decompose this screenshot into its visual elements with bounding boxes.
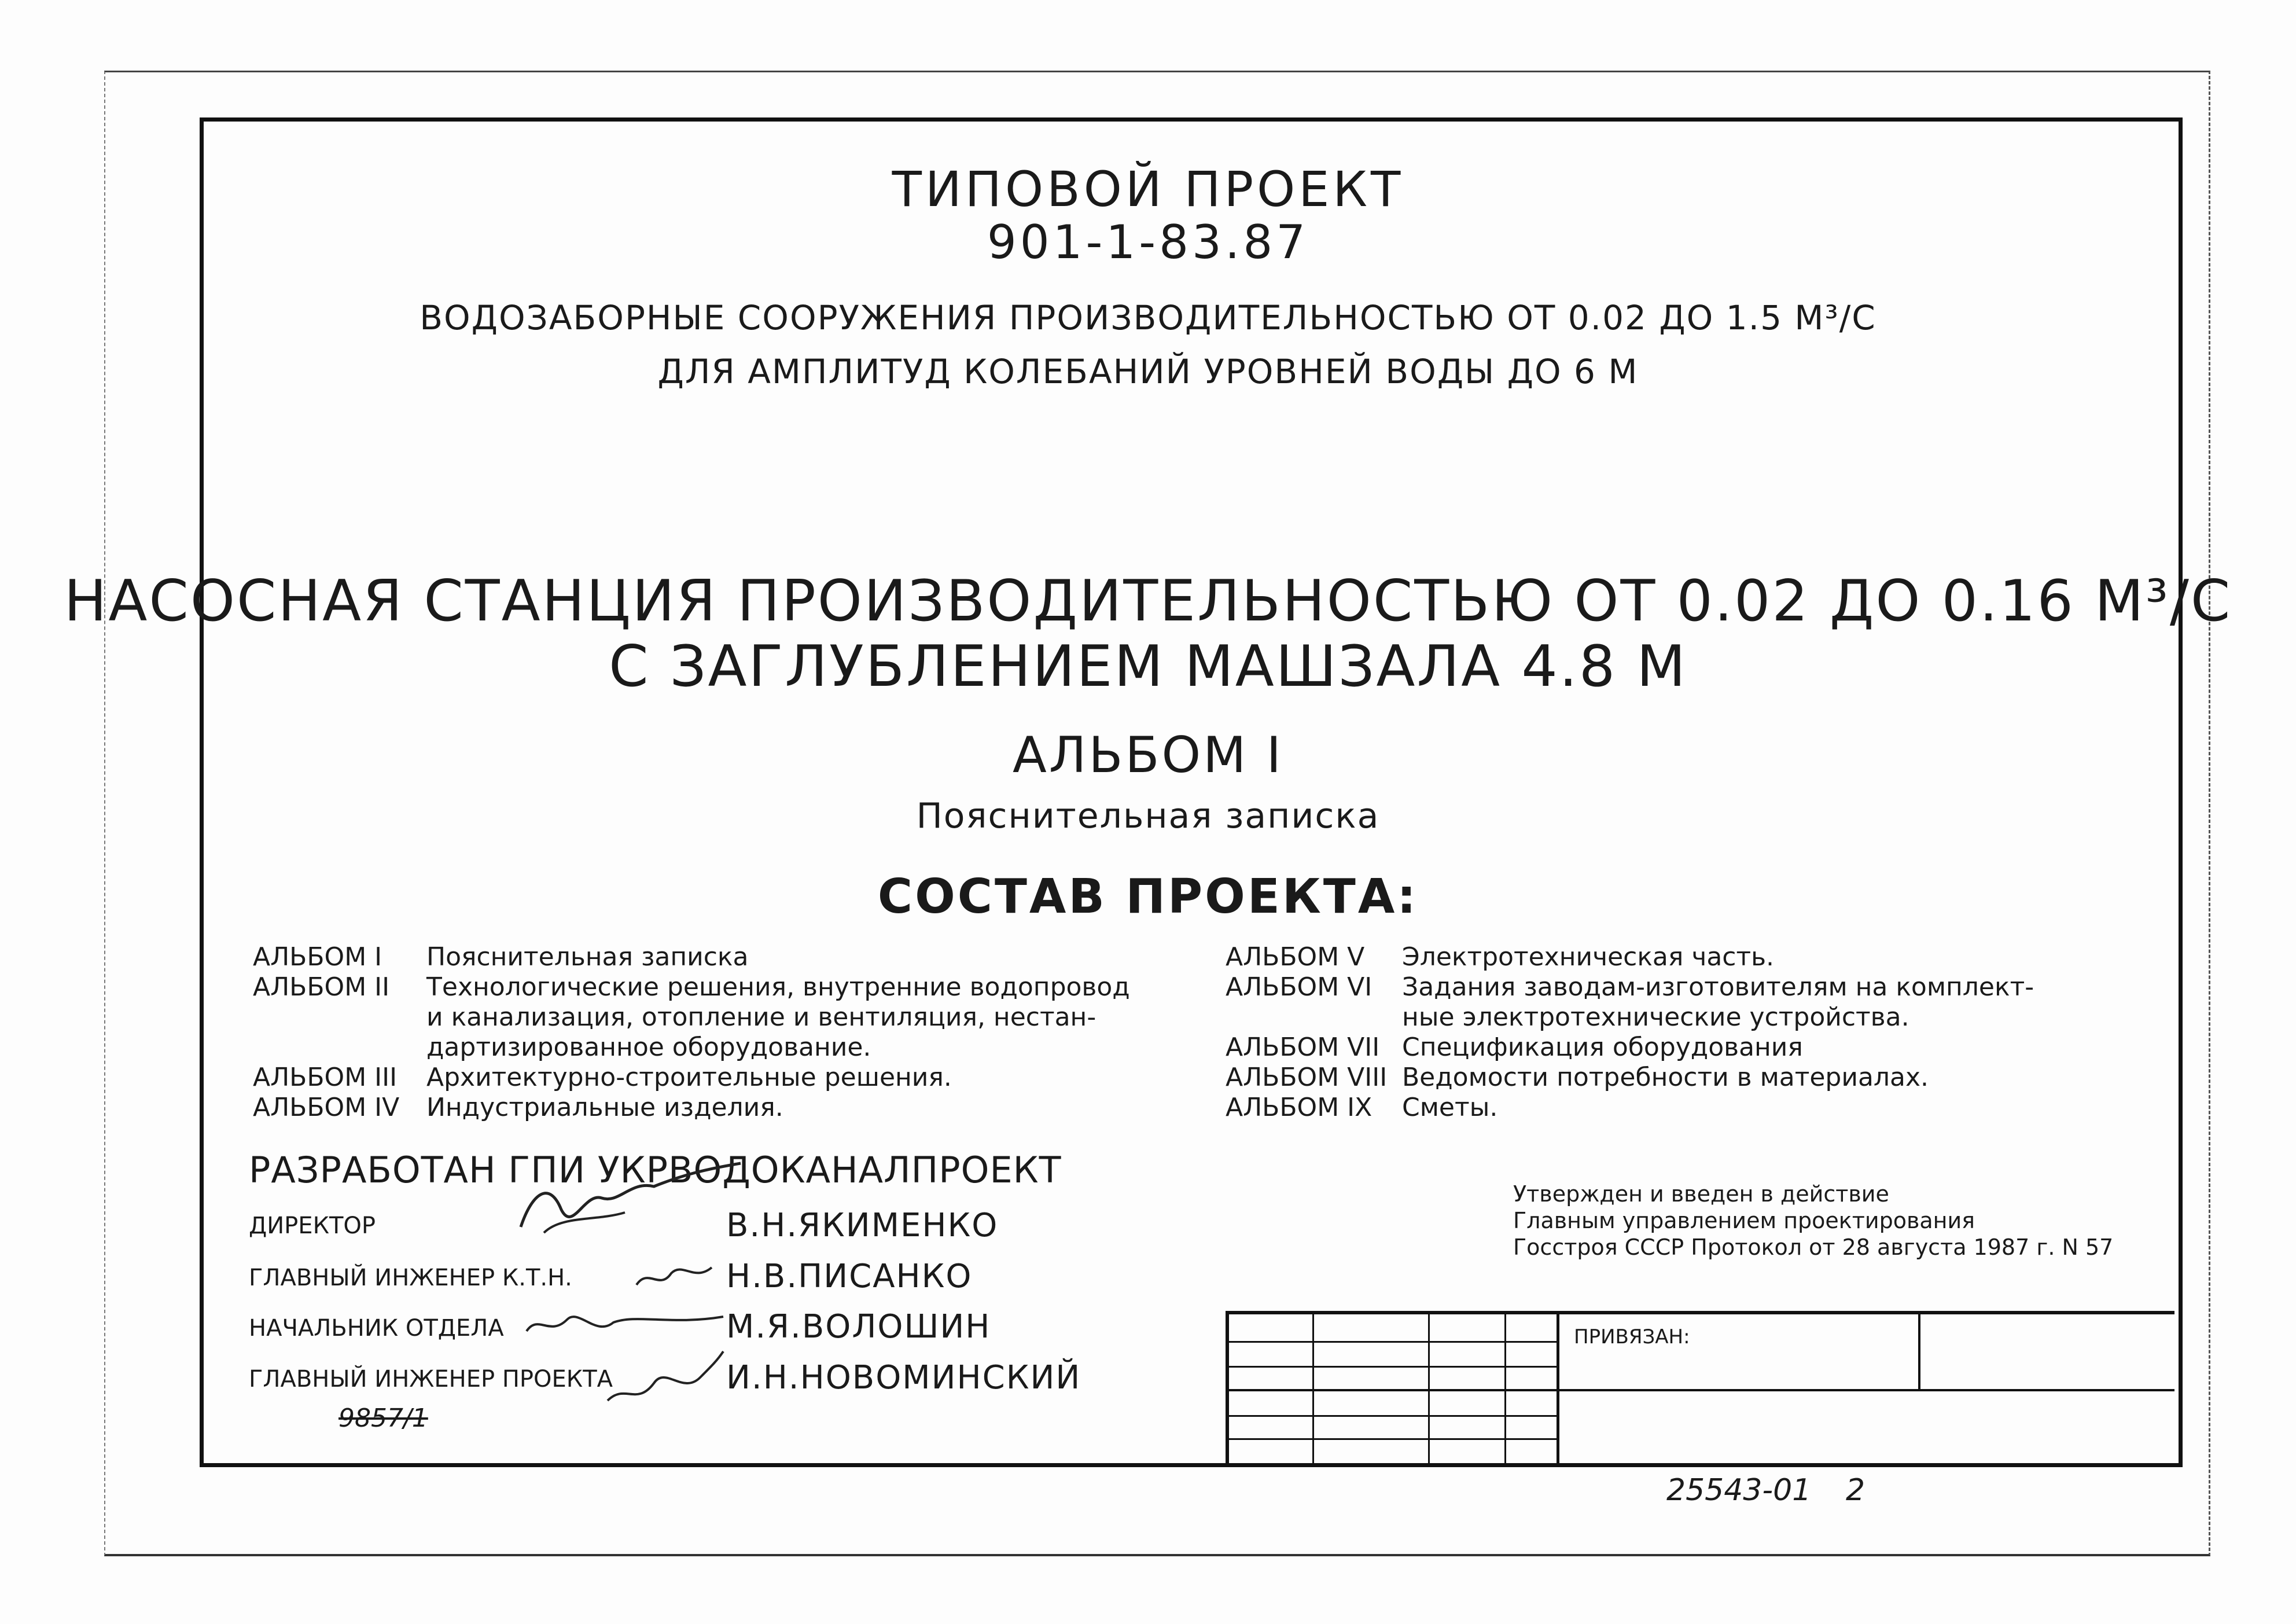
developer-heading: РАЗРАБОТАН ГПИ УКРВОДОКАНАЛПРОЕКТ xyxy=(249,1149,1062,1191)
signatory-name: В.Н.ЯКИМЕНКО xyxy=(726,1207,999,1244)
signatory-name: И.Н.НОВОМИНСКИЙ xyxy=(726,1359,1081,1397)
signatory-role: ГЛАВНЫЙ ИНЖЕНЕР К.Т.Н. xyxy=(249,1265,572,1291)
title-block-line xyxy=(1226,1415,1558,1417)
title-block-line xyxy=(1312,1311,1314,1463)
album-label: АЛЬБОМ V xyxy=(1226,942,1365,972)
project-code: 901-1-83.87 xyxy=(987,215,1309,269)
title-block-line xyxy=(1557,1311,1559,1463)
page-number: 2 xyxy=(1846,1473,1866,1508)
album-label: АЛЬБОМ IX xyxy=(1226,1093,1373,1122)
album-description: ные электротехнические устройства. xyxy=(1402,1002,1909,1032)
approval-line-3: Госстроя СССР Протокол от 28 августа 1987 г. N 57 xyxy=(1513,1234,2114,1260)
document-number: 25543-01 xyxy=(1666,1473,1812,1508)
director-signature xyxy=(509,1158,752,1244)
signatory-name: М.Я.ВОЛОШИН xyxy=(726,1308,991,1346)
album-description: Спецификация оборудования xyxy=(1402,1033,1803,1062)
approval-line-1: Утвержден и введен в действие xyxy=(1513,1181,1889,1207)
title-block-line xyxy=(1428,1311,1430,1463)
album-label: АЛЬБОМ VI xyxy=(1226,972,1373,1002)
album-subtitle: Пояснительная записка xyxy=(916,796,1380,836)
department-head-signature xyxy=(521,1302,729,1349)
station-title-line-2: С ЗАГЛУБЛЕНИЕМ МАШЗАЛА 4.8 М xyxy=(609,634,1687,700)
signatory-role: НАЧАЛЬНИК ОТДЕЛА xyxy=(249,1315,504,1342)
album-description: Задания заводам-изготовителям на комплект- xyxy=(1402,972,2034,1002)
album-description: дартизированное оборудование. xyxy=(426,1033,871,1062)
station-title-line-1: НАСОСНАЯ СТАНЦИЯ ПРОИЗВОДИТЕЛЬНОСТЬЮ ОТ 0.02 ДО 0.16 М³/С xyxy=(64,568,2232,634)
signatory-role: ГЛАВНЫЙ ИНЖЕНЕР ПРОЕКТА xyxy=(249,1366,613,1392)
title-block-line xyxy=(1226,1389,2174,1391)
title-block-line xyxy=(1918,1311,1920,1391)
title-block-line xyxy=(1226,1438,1558,1440)
album-label: АЛЬБОМ IV xyxy=(253,1093,400,1122)
signatory-name: Н.В.ПИСАНКО xyxy=(726,1258,973,1295)
album-description: Ведомости потребности в материалах. xyxy=(1402,1063,1929,1092)
album-description: Пояснительная записка xyxy=(426,942,749,972)
chief-engineer-signature xyxy=(631,1256,718,1296)
album-description: Индустриальные изделия. xyxy=(426,1093,783,1122)
title-block-line xyxy=(1226,1311,1229,1463)
album-description: Технологические решения, внутренние водопровод xyxy=(426,972,1130,1002)
attached-label: ПРИВЯЗАН: xyxy=(1574,1325,1690,1349)
album-label: АЛЬБОМ III xyxy=(253,1063,398,1092)
approval-line-2: Главным управлением проектирования xyxy=(1513,1208,1975,1233)
title-block-line xyxy=(1226,1311,2174,1314)
purpose-line-1: ВОДОЗАБОРНЫЕ СООРУЖЕНИЯ ПРОИЗВОДИТЕЛЬНОСТЬЮ ОТ 0.02 ДО 1.5 М³/С xyxy=(420,298,1876,337)
project-type-title: ТИПОВОЙ ПРОЕКТ xyxy=(892,161,1404,218)
album-number: АЛЬБОМ I xyxy=(1012,726,1284,784)
album-description: Архитектурно-строительные решения. xyxy=(426,1063,952,1092)
project-engineer-signature xyxy=(602,1349,729,1412)
composition-heading: СОСТАВ ПРОЕКТА: xyxy=(877,869,1419,924)
album-label: АЛЬБОМ I xyxy=(253,942,382,972)
album-label: АЛЬБОМ VIII xyxy=(1226,1063,1388,1092)
inventory-number: 9857/1 xyxy=(338,1403,428,1433)
album-label: АЛЬБОМ VII xyxy=(1226,1033,1380,1062)
signatory-role: ДИРЕКТОР xyxy=(249,1213,376,1239)
purpose-line-2: ДЛЯ АМПЛИТУД КОЛЕБАНИЙ УРОВНЕЙ ВОДЫ ДО 6 М xyxy=(657,352,1639,391)
title-block-line xyxy=(1226,1366,1558,1368)
album-description: Сметы. xyxy=(1402,1093,1498,1122)
album-description: Электротехническая часть. xyxy=(1402,942,1775,972)
album-label: АЛЬБОМ II xyxy=(253,972,390,1002)
title-block-line xyxy=(1226,1341,1558,1343)
title-block-line xyxy=(1504,1311,1506,1463)
album-description: и канализация, отопление и вентиляция, нестан- xyxy=(426,1002,1097,1032)
